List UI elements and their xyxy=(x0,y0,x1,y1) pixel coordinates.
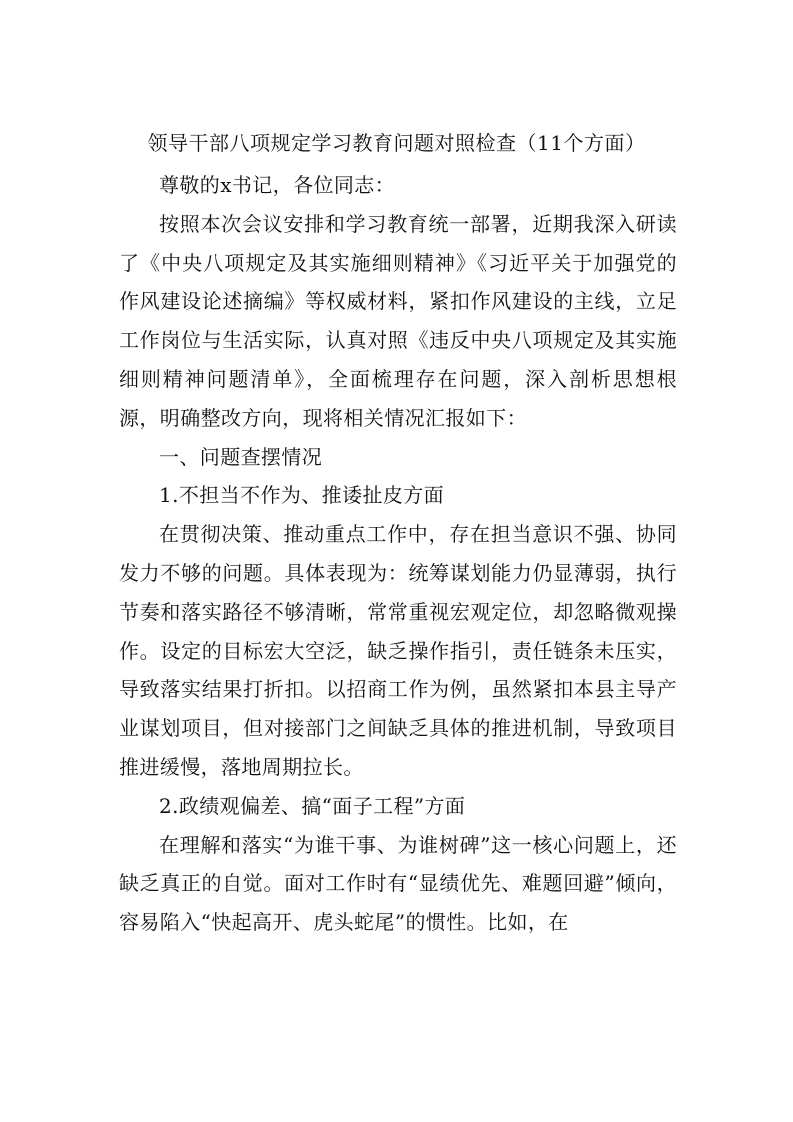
section-heading: 一、问题查摆情况 xyxy=(159,444,323,469)
document-title: 领导干部八项规定学习教育问题对照检查（11个方面） xyxy=(147,131,646,155)
intro-paragraph: 按照本次会议安排和学习教育统一部署，近期我深入研读了《中央八项规定及其实施细则精神》《习近平关于加强党的作风建设论述摘编》等权威材料，紧扣作风建设的主线，立足工作岗位与生活实际，认真对照《违反中央八项规定及其实施细则精神问题清单》，全面梳理存在问题，深入剖析思想根源，明确整改方向，现将相关情况汇报如下： xyxy=(119,211,677,430)
subheading-2: 2.政绩观偏差、搞“面子工程”方面 xyxy=(159,793,466,818)
subheading-1: 1.不担当不作为、推诿扯皮方面 xyxy=(159,483,445,508)
body-paragraph-2: 在理解和落实“为谁干事、为谁树碑”这一核心问题上，还缺乏真正的自觉。面对工作时有“显绩优先、难题回避”倾向，容易陷入“快起高开、虎头蛇尾”的惯性。比如，在 xyxy=(119,832,677,935)
salutation-paragraph: 尊敬的x书记，各位同志： xyxy=(159,173,396,197)
body-paragraph-1: 在贯彻决策、推动重点工作中，存在担当意识不强、协同发力不够的问题。具体表现为：统筹谋划能力仍显薄弱，执行节奏和落实路径不够清晰，常常重视宏观定位，却忽略微观操作。设定的目标宏大空泛，缺乏操作指引，责任链条未压实，导致落实结果打折扣。以招商工作为例，虽然紧扣本县主导产业谋划项目，但对接部门之间缺乏具体的推进机制，导致项目推进缓慢，落地周期拉长。 xyxy=(119,522,677,779)
document-body xyxy=(119,166,677,942)
